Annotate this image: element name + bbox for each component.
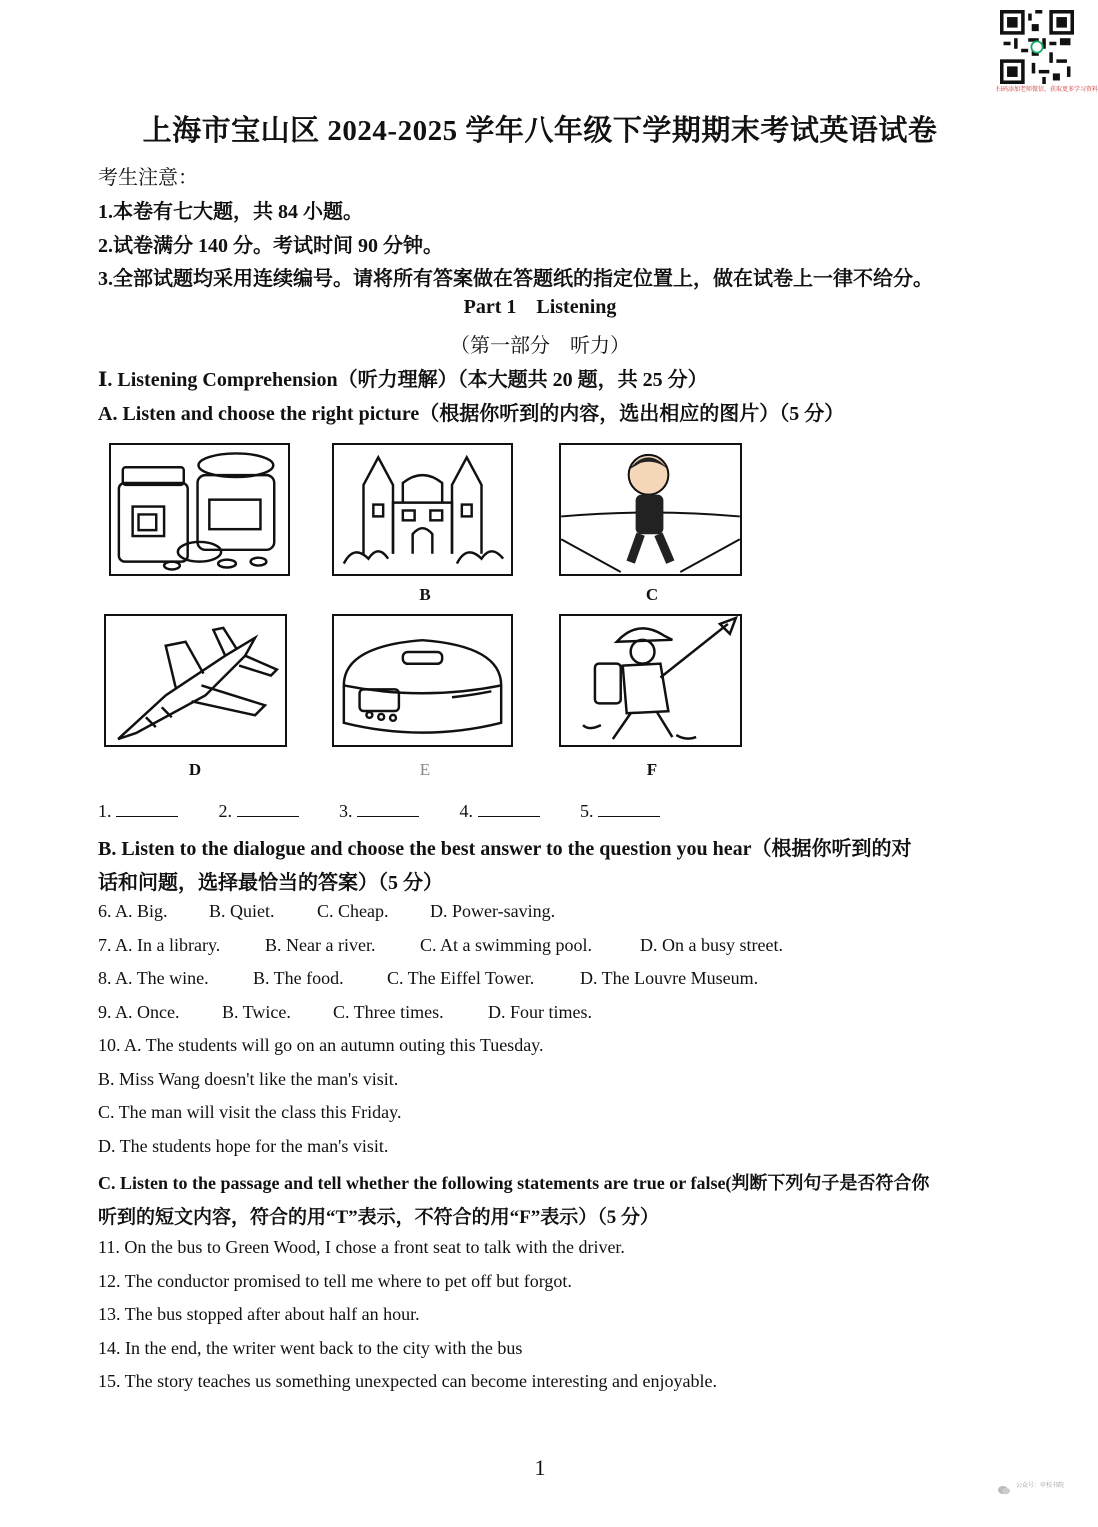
section-c-heading: C. Listen to the passage and tell whether the following statements are true or false(判断下列句子是否符合你 xyxy=(98,1173,930,1193)
fighter-jet-icon xyxy=(106,616,285,745)
option: C. Cheap. xyxy=(317,901,389,921)
notice-item-3: 3.全部试题均采用连续编号。请将所有答案做在答题纸的指定位置上，做在试卷上一律不给分。 xyxy=(98,268,933,290)
part-title: Part 1 Listening xyxy=(463,296,617,318)
firefighter-icon xyxy=(561,616,740,745)
question-number: 6. xyxy=(98,901,112,921)
question-number: 7. xyxy=(98,935,112,955)
option: C. The Eiffel Tower. xyxy=(387,968,535,988)
blank-label: 5. xyxy=(580,801,594,821)
castle-icon xyxy=(334,445,511,574)
question-number: 8. xyxy=(98,968,112,988)
blank-label: 1. xyxy=(98,801,112,821)
section-heading: Ⅰ. Listening Comprehension（听力理解）（本大题共 20 题，共 25 分） xyxy=(98,369,708,391)
section-b-heading: B. Listen to the dialogue and choose the best answer to the question you hear（根据你听到的对 xyxy=(98,838,912,860)
picture-label-b: B xyxy=(419,585,431,604)
option: A. The wine. xyxy=(115,968,209,988)
answer-blank[interactable] xyxy=(237,800,299,817)
option: A. In a library. xyxy=(115,935,221,955)
section-c-heading-cont: 听到的短文内容，符合的用“T”表示，不符合的用“F”表示）（5 分） xyxy=(98,1207,660,1228)
picture-b-castle xyxy=(332,443,513,576)
part-subtitle: （第一部分 听力） xyxy=(450,335,630,357)
option: D. On a busy street. xyxy=(640,935,783,955)
question-10-a: 10. A. The students will go on an autumn outing this Tuesday. xyxy=(98,1035,544,1055)
option: A. Big. xyxy=(115,901,168,921)
blank-label: 3. xyxy=(339,801,353,821)
question-10-d: D. The students hope for the man's visit. xyxy=(98,1136,389,1156)
notice-item-2: 2.试卷满分 140 分。考试时间 90 分钟。 xyxy=(98,235,443,257)
option: D. Power-saving. xyxy=(430,901,556,921)
option: B. The food. xyxy=(253,968,344,988)
blank-label: 2. xyxy=(218,801,232,821)
question-7 xyxy=(98,935,783,956)
page-number: 1 xyxy=(534,1455,546,1480)
option: D. The Louvre Museum. xyxy=(580,968,759,988)
option: B. Near a river. xyxy=(265,935,376,955)
tightrope-walker-icon xyxy=(561,445,740,574)
notice-heading: 考生注意： xyxy=(98,167,198,189)
watermark: 公众号：申校书院 xyxy=(1016,1482,1065,1489)
picture-label-d: D xyxy=(188,760,202,779)
option: B. Quiet. xyxy=(209,901,275,921)
option: C. At a swimming pool. xyxy=(420,935,593,955)
qr-caption: 扫码添加老师微信，获取更多学习资料 xyxy=(996,86,1098,93)
picture-label-e: E xyxy=(419,760,431,779)
blank-label: 4. xyxy=(459,801,473,821)
answer-blank[interactable] xyxy=(478,800,540,817)
picture-d-jet xyxy=(104,614,287,747)
picture-label-f: F xyxy=(646,760,658,779)
statement-11: 11. On the bus to Green Wood, I chose a front seat to talk with the driver. xyxy=(98,1237,625,1257)
answer-blank[interactable] xyxy=(598,800,660,817)
medicine-bottles-icon xyxy=(111,445,288,574)
picture-e-rice-cooker xyxy=(332,614,513,747)
picture-label-c: C xyxy=(645,585,659,604)
option: B. Twice. xyxy=(222,1002,291,1022)
question-10-c: C. The man will visit the class this Friday. xyxy=(98,1102,402,1122)
notice-item-1: 1.本卷有七大题，共 84 小题。 xyxy=(98,201,363,223)
question-8 xyxy=(98,968,759,989)
answer-blank[interactable] xyxy=(116,800,178,817)
picture-f-firefighter xyxy=(559,614,742,747)
section-a-heading: A. Listen and choose the right picture（根据你听到的内容，选出相应的图片）（5 分） xyxy=(98,403,845,425)
picture-c-tightrope xyxy=(559,443,742,576)
picture-a-medicine xyxy=(109,443,290,576)
option: D. Four times. xyxy=(488,1002,593,1022)
statement-13: 13. The bus stopped after about half an hour. xyxy=(98,1304,420,1324)
answer-blanks xyxy=(98,800,696,822)
statement-15: 15. The story teaches us something unexpected can become interesting and enjoyable. xyxy=(98,1371,717,1391)
rice-cooker-icon xyxy=(334,616,511,745)
question-10-b: B. Miss Wang doesn't like the man's visit. xyxy=(98,1069,399,1089)
question-6 xyxy=(98,901,556,922)
question-9 xyxy=(98,1002,593,1023)
statement-14: 14. In the end, the writer went back to the city with the bus xyxy=(98,1338,523,1358)
question-number: 9. xyxy=(98,1002,112,1022)
qr-code-icon xyxy=(1000,10,1074,84)
wechat-icon xyxy=(998,1482,1010,1492)
answer-blank[interactable] xyxy=(357,800,419,817)
option: A. Once. xyxy=(115,1002,180,1022)
statement-12: 12. The conductor promised to tell me where to pet off but forgot. xyxy=(98,1271,572,1291)
page-title: 上海市宝山区 2024-2025 学年八年级下学期期末考试英语试卷 xyxy=(142,115,938,147)
section-b-heading-cont: 话和问题，选择最恰当的答案）（5 分） xyxy=(98,872,443,894)
option: C. Three times. xyxy=(333,1002,444,1022)
